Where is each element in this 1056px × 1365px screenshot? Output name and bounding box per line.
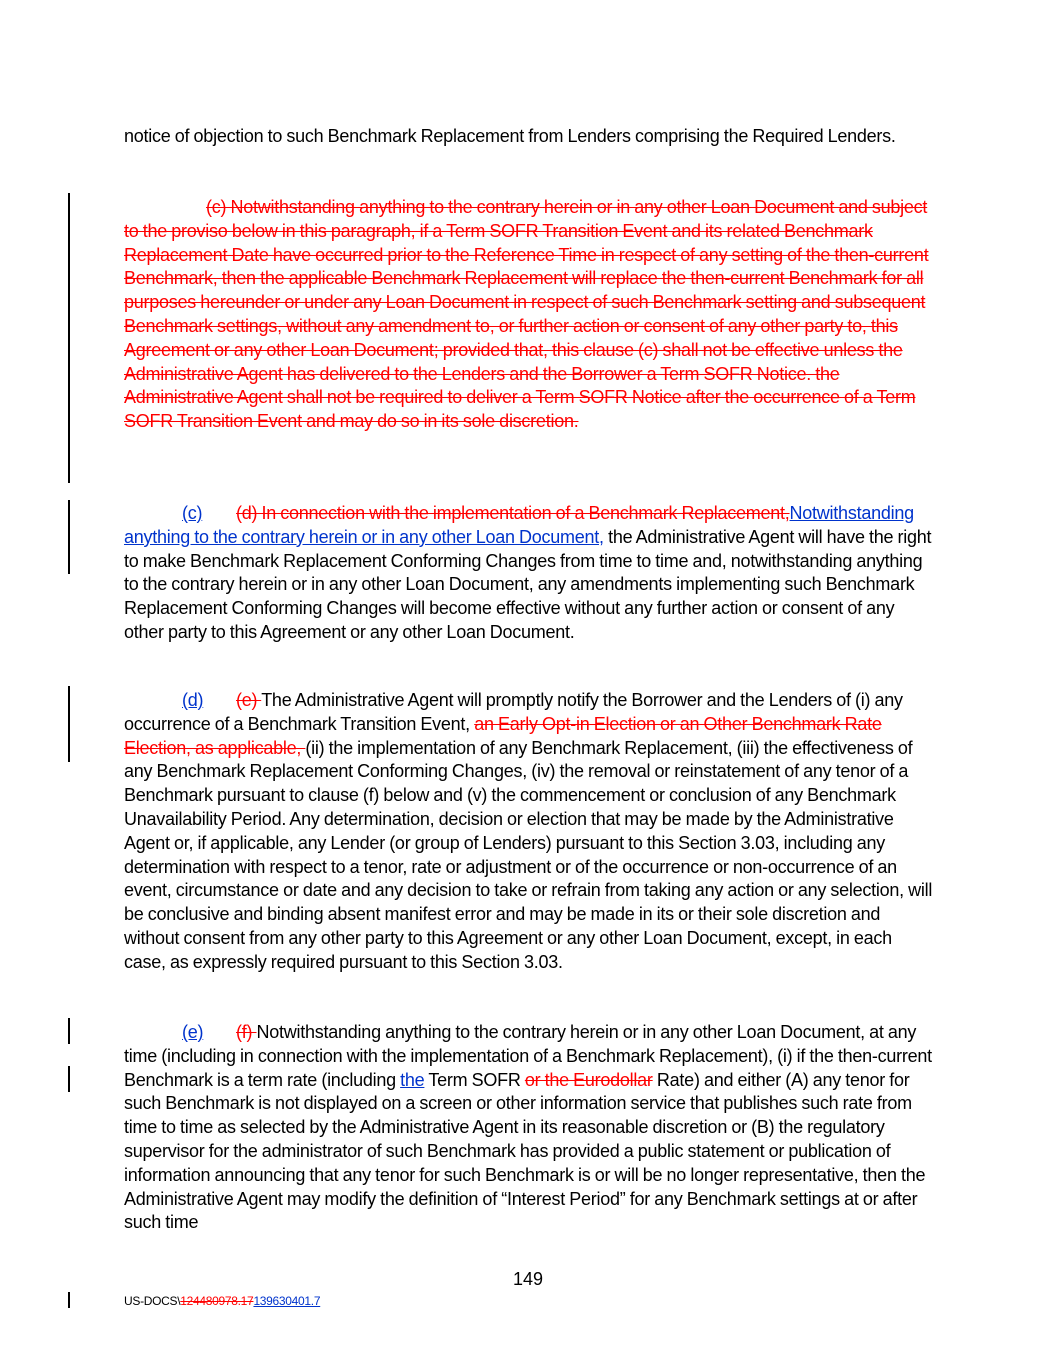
paragraph-text: Rate) and either (A) any tenor for such Benchmark is not displayed on a screen or other information service that publishes such rate from time to time as selected by the Administrative Agent in its reasonable discretion or (B) the regulatory supervisor for the administrator of such Benchmark has provided a public statement or publication of information announcing that any tenor for such Benchmark is or will be no longer representative, then the Administrative Agent may modify the definition of “Interest Period” for any Benchmark settings at or after such time <box>124 1069 926 1233</box>
change-bar <box>68 193 70 483</box>
deleted-text: an Early Opt-in Election or an Other Benchmark Rate Election, as applicable, <box>124 713 882 758</box>
paragraph-text: the Administrative Agent will have the right to make Benchmark Replacement Conforming Changes from time to time and, notwithstanding anything to the contrary herein or in any other Loan Document, any amendments implementing such Benchmark Replacement Conforming Changes will become effective without any further action or consent of any other party to this Agreement or any other Loan Document. <box>124 526 932 642</box>
paragraph-continuation <box>124 125 934 149</box>
inserted-label: (d) <box>182 690 204 710</box>
deleted-text: (c) Notwithstanding anything to the contrary herein or in any other Loan Document and subject to the proviso below in this paragraph, if a Term SOFR Transition Event and its related Benchmark Replacement Date have occurred prior to the Reference Time in respect of any setting of the then-current Benchmark, then the applicable Benchmark Replacement will replace the then-current Benchmark for all purposes hereunder or under any Loan Document in respect of such Benchmark setting and subsequent Benchmark settings, without any amendment to, or further action or consent of any other party to, this Agreement or any other Loan Document; provided that, this clause (c) shall not be effective unless the Administrative Agent has delivered to the Lenders and the Borrower a Term SOFR Notice. the Administrative Agent shall not be required to deliver a Term SOFR Notice after the occurrence of a Term SOFR Transition Event and may do so in its sole discretion. <box>124 197 929 432</box>
change-bar <box>68 686 70 762</box>
doc-id-new: 139630401.7 <box>253 1294 321 1308</box>
paragraph-text: notice of objection to such Benchmark Replacement from Lenders comprising the Required Lenders. <box>124 126 896 146</box>
paragraph-text: Term SOFR <box>424 1069 525 1090</box>
change-bar <box>68 1066 70 1092</box>
inserted-label: (c) <box>182 503 203 523</box>
change-bar <box>68 1018 70 1044</box>
doc-id-old: 124480978.17 <box>180 1294 254 1308</box>
deleted-text: or the Eurodollar <box>524 1069 653 1090</box>
paragraph-c <box>124 502 934 645</box>
paragraph-text: The Administrative Agent will promptly notify the Borrower and the Lenders of (i) any occurrence of a Benchmark Transition Event, <box>124 690 903 734</box>
inserted-label: (e) <box>182 1022 204 1042</box>
paragraph-deleted-c <box>124 196 934 434</box>
change-bar <box>68 1292 70 1308</box>
inserted-text: Notwithstanding anything to the contrary herein or in any other Loan Document, <box>124 503 914 547</box>
doc-id-prefix: US-DOCS\ <box>124 1294 181 1308</box>
paragraph-e <box>124 1021 934 1235</box>
paragraph-d <box>124 689 934 975</box>
deleted-label: (e) <box>236 690 262 710</box>
deleted-text: (d) In connection with the implementation of a Benchmark Replacement, <box>236 503 790 523</box>
page-number: 149 <box>512 1269 544 1289</box>
paragraph-text: Notwithstanding anything to the contrary herein or in any other Loan Document, at any time (including in connection with the implementation of a Benchmark Replacement), (i) if the then-current Benchmark is a term rate (including <box>124 1022 932 1090</box>
paragraph-text: (ii) the implementation of any Benchmark Replacement, (iii) the effectiveness of any Benchmark Replacement Conforming Changes, (iv) the removal or reinstatement of any tenor of a Benchmark pursuant to clause (f) below and (v) the commencement or conclusion of any Benchmark Unavailability Period. Any determination, decision or election that may be made by the Administrative Agent or, if applicable, any Lender (or group of Lenders) pursuant to this Section 3.03, including any determination with respect to a tenor, rate or adjustment or of the occurrence or non-occurrence of an event, circumstance or date and any decision to take or refrain from taking any action or any selection, will be conclusive and binding absent manifest error and may be made in its or their sole discretion and without consent from any other party to this Agreement or any other Loan Document, except, in each case, as expressly required pursuant to this Section 3.03. <box>124 737 933 972</box>
document-id <box>124 1294 320 1308</box>
deleted-label: (f) <box>236 1022 257 1042</box>
inserted-text: the <box>400 1069 425 1090</box>
change-bar <box>68 500 70 574</box>
